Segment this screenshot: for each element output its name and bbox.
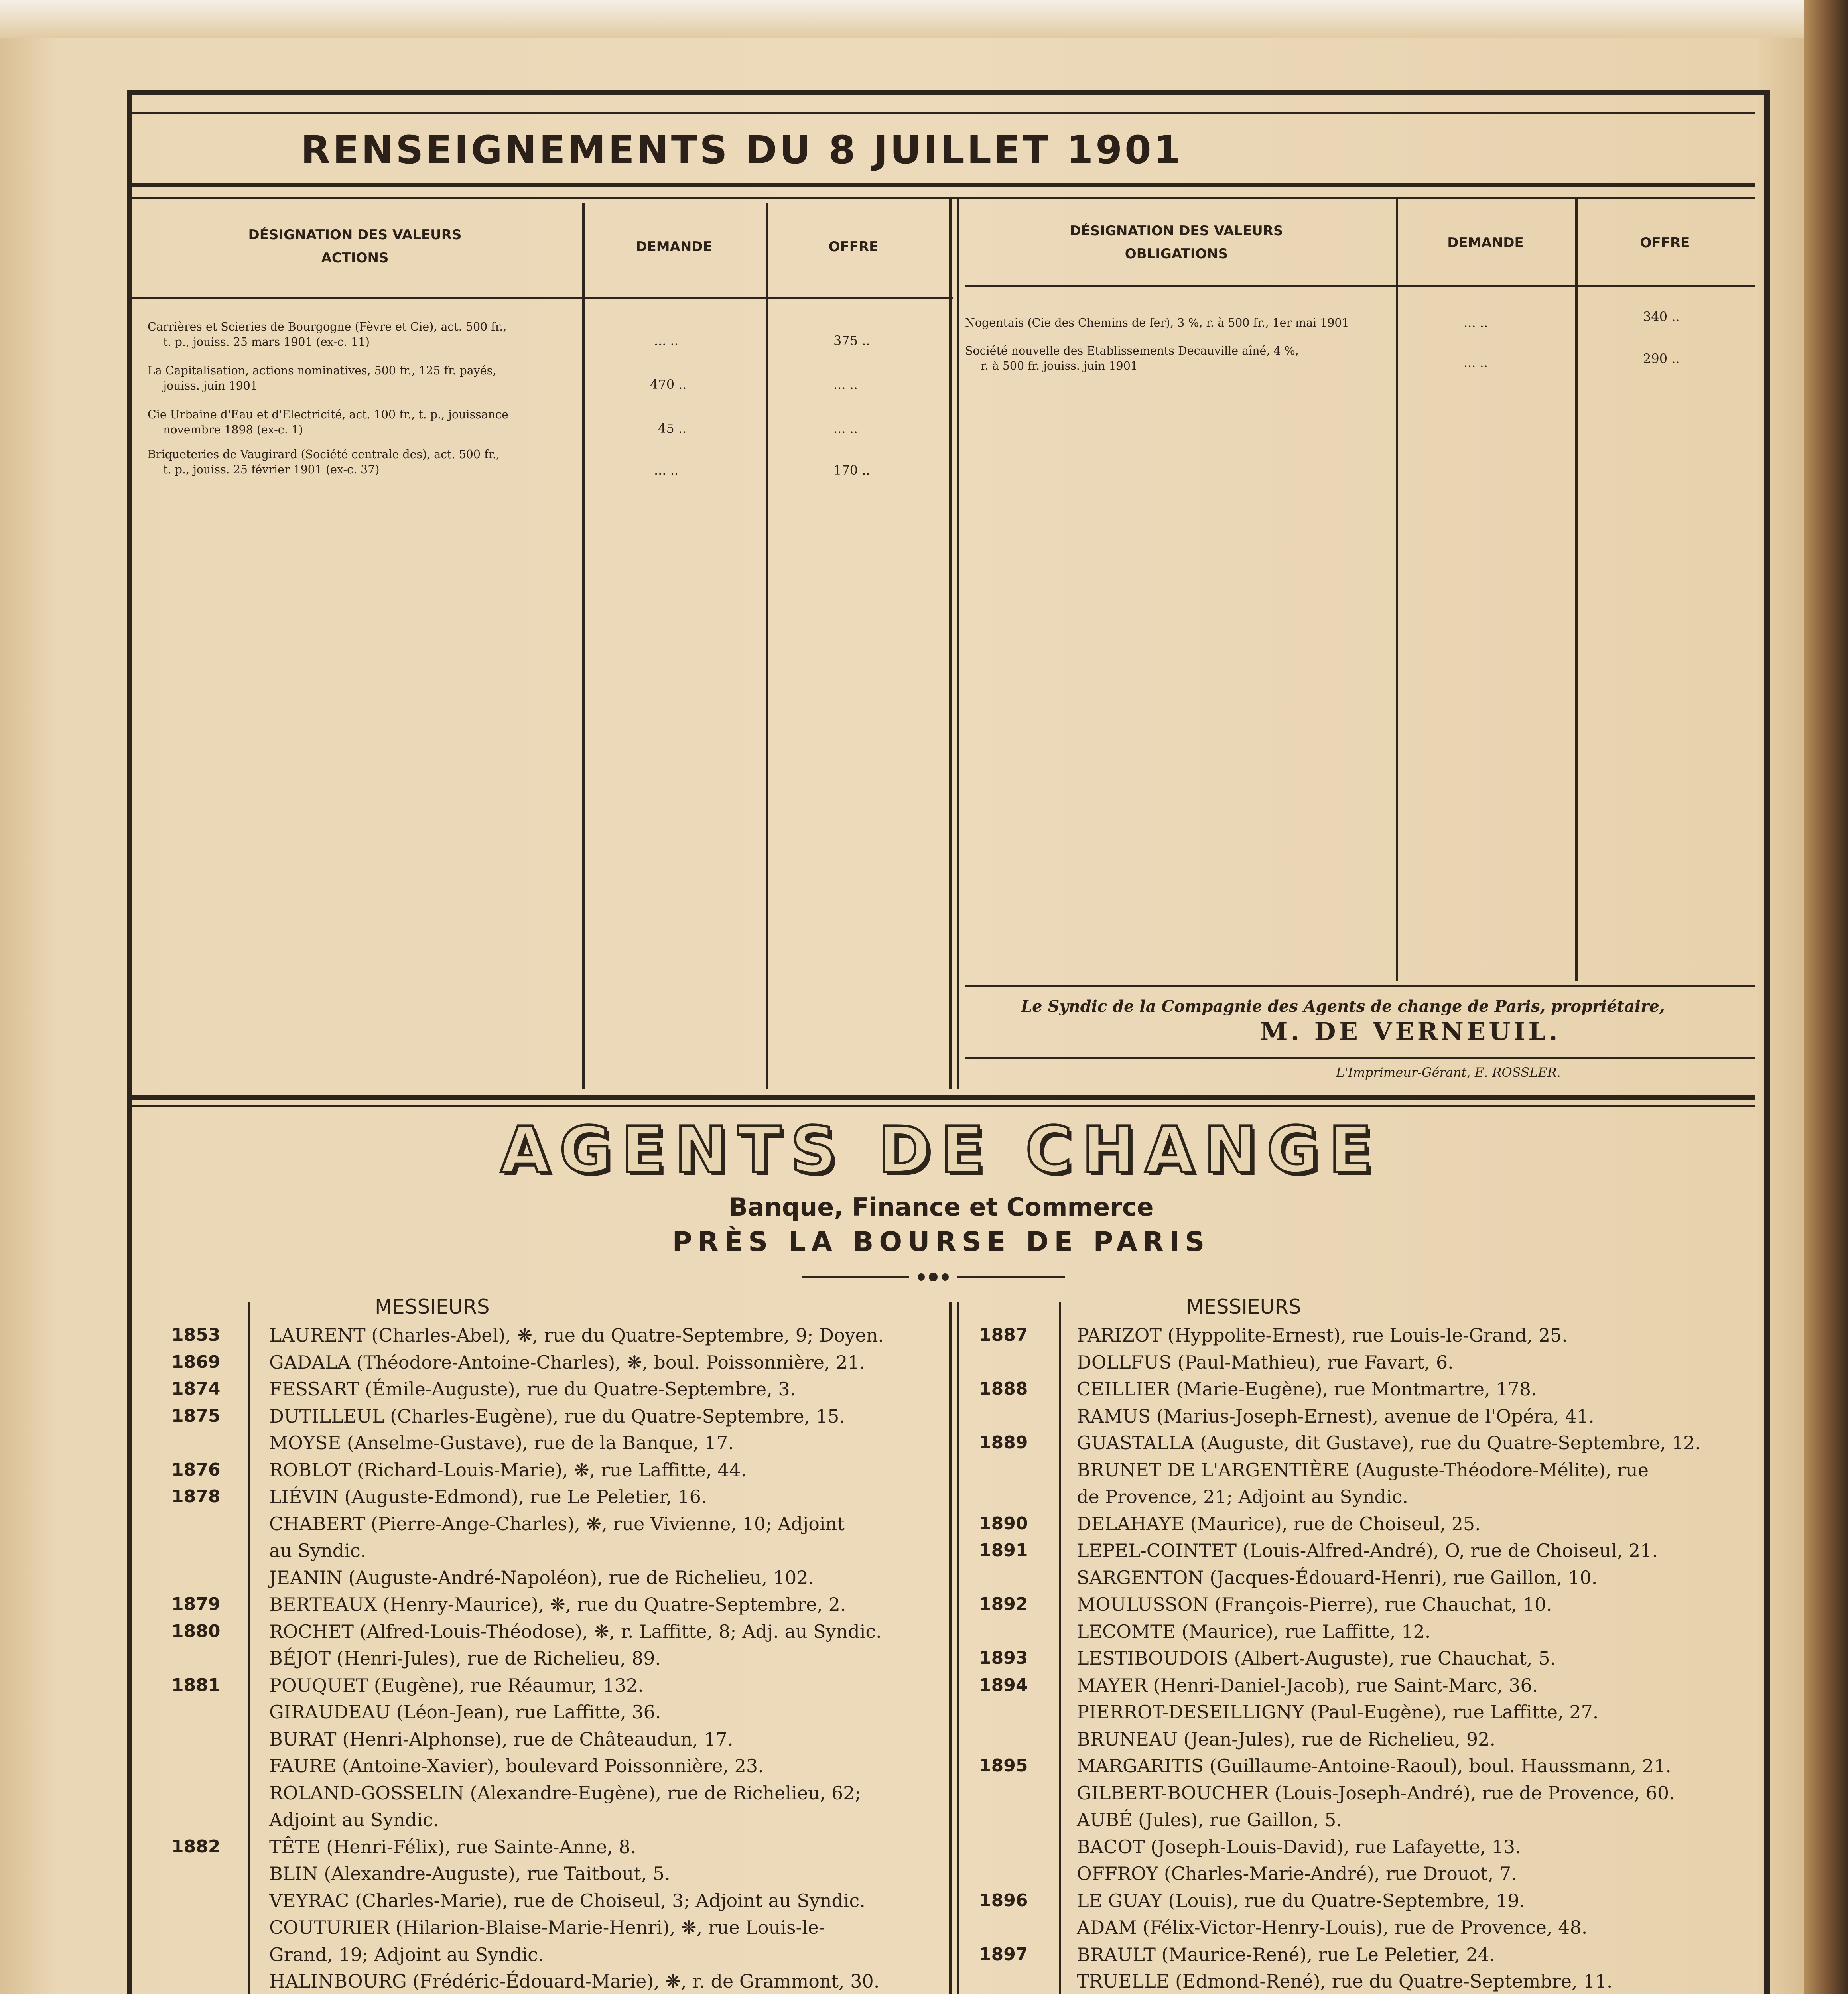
left-demande-header: DEMANDE: [636, 239, 712, 255]
agent-year: 1890: [979, 1513, 1028, 1534]
page-top-edge: [0, 0, 1848, 38]
agent-year: 1893: [979, 1648, 1028, 1668]
right-designation-header: [957, 219, 1396, 266]
rule: [132, 183, 1755, 187]
row-description: Cie Urbaine d'Eau et d'Electricité, act. 100 fr., t. p., jouissance: [148, 408, 508, 421]
right-offre-header: OFFRE: [1640, 235, 1690, 251]
agent-year: 1879: [171, 1594, 221, 1614]
column-divider: [1575, 199, 1578, 981]
agent-year: 1882: [171, 1836, 221, 1857]
agent-text: MOULUSSON (François-Pierre), rue Chauchat, 10.: [1077, 1594, 1552, 1615]
center-divider: [949, 1302, 952, 1994]
table-row: [148, 407, 578, 437]
agent-text: ADAM (Félix-Victor-Henry-Louis), rue de Provence, 48.: [1077, 1917, 1588, 1938]
right-demande-header: DEMANDE: [1447, 235, 1524, 251]
rule: [965, 285, 1755, 287]
agent-text: POUQUET (Eugène), rue Réaumur, 132.: [269, 1674, 644, 1696]
agent-text: LE GUAY (Louis), rue du Quatre-Septembre, 19.: [1077, 1890, 1525, 1911]
agent-text: ROLAND-GOSSELIN (Alexandre-Eugène), rue de Richelieu, 62;: [269, 1782, 861, 1804]
agent-text: GILBERT-BOUCHER (Louis-Joseph-André), rue de Provence, 60.: [1077, 1782, 1675, 1804]
demande-value: ... ..: [1464, 355, 1488, 370]
rule: [132, 297, 953, 299]
agent-year: 1897: [979, 1944, 1028, 1964]
table-row: [965, 343, 1396, 373]
row-description-cont: t. p., jouiss. 25 février 1901 (ex-c. 37): [163, 463, 380, 476]
column-divider: [949, 199, 952, 1089]
rule: [965, 1057, 1755, 1059]
agent-year: 1896: [979, 1890, 1028, 1911]
agent-text: MOYSE (Anselme-Gustave), rue de la Banque, 17.: [269, 1432, 734, 1454]
agent-year: 1892: [979, 1594, 1028, 1614]
row-description-cont: t. p., jouiss. 25 mars 1901 (ex-c. 11): [163, 335, 370, 349]
table-row: [148, 447, 578, 477]
agent-text: CEILLIER (Marie-Eugène), rue Montmartre, 178.: [1077, 1378, 1537, 1400]
agent-year: 1889: [979, 1432, 1028, 1453]
agent-year: 1880: [171, 1621, 221, 1641]
agent-year: 1874: [171, 1379, 221, 1399]
table-row: [148, 363, 578, 393]
year-column-divider: [1059, 1302, 1061, 1994]
agent-text: TÊTE (Henri-Félix), rue Sainte-Anne, 8.: [269, 1836, 636, 1858]
agent-text: OFFROY (Charles-Marie-André), rue Drouot, 7.: [1077, 1863, 1517, 1884]
table-row: [148, 319, 578, 349]
agent-text: LAURENT (Charles-Abel), ❋, rue du Quatre-Septembre, 9; Doyen.: [269, 1324, 884, 1346]
row-description: Société nouvelle des Etablissements Decauville aîné, 4 %,: [965, 344, 1299, 357]
agent-text: PARIZOT (Hyppolite-Ernest), rue Louis-le-Grand, 25.: [1077, 1324, 1568, 1346]
page-title: RENSEIGNEMENTS DU 8 JUILLET 1901: [301, 128, 1183, 172]
agent-text: COUTURIER (Hilarion-Blaise-Marie-Henri), ❋, rue Louis-le-: [269, 1917, 825, 1938]
agent-text: JEANIN (Auguste-André-Napoléon), rue de Richelieu, 102.: [269, 1566, 814, 1588]
demande-value: 470 ..: [650, 377, 687, 392]
agent-text: FESSART (Émile-Auguste), rue du Quatre-Septembre, 3.: [269, 1378, 796, 1400]
agent-year: 1869: [171, 1352, 221, 1372]
ornament-divider: [802, 1272, 1065, 1282]
column-divider: [766, 203, 768, 1089]
agent-year: 1853: [171, 1325, 221, 1345]
row-description: La Capitalisation, actions nominatives, 500 fr., 125 fr. payés,: [148, 364, 496, 377]
offre-value: ... ..: [833, 377, 858, 392]
agent-text: BÉJOT (Henri-Jules), rue de Richelieu, 89.: [269, 1647, 661, 1669]
agent-text: DELAHAYE (Maurice), rue de Choiseul, 25.: [1077, 1513, 1481, 1535]
messieurs-heading: MESSIEURS: [1186, 1295, 1301, 1318]
agents-banner: AGENTS DE CHANGE: [500, 1113, 1382, 1187]
agent-text: Adjoint au Syndic.: [269, 1809, 439, 1830]
center-divider: [957, 1302, 959, 1994]
agent-text: FAURE (Antoine-Xavier), boulevard Poissonnière, 23.: [269, 1755, 764, 1777]
agent-text: de Provence, 21; Adjoint au Syndic.: [1077, 1486, 1409, 1507]
agent-text: BRUNEAU (Jean-Jules), rue de Richelieu, 92.: [1077, 1728, 1496, 1750]
agent-text: VEYRAC (Charles-Marie), rue de Choiseul, 3; Adjoint au Syndic.: [269, 1890, 865, 1911]
rule: [132, 1105, 1755, 1107]
agent-year: 1894: [979, 1675, 1028, 1695]
agent-text: DOLLFUS (Paul-Mathieu), rue Favart, 6.: [1077, 1351, 1454, 1373]
agent-text: LIÉVIN (Auguste-Edmond), rue Le Peletier, 16.: [269, 1486, 707, 1507]
agent-year: 1876: [171, 1459, 221, 1480]
agent-text: BRUNET DE L'ARGENTIÈRE (Auguste-Théodore-Mélite), rue: [1077, 1459, 1649, 1481]
agent-text: MARGARITIS (Guillaume-Antoine-Raoul), boul. Haussmann, 21.: [1077, 1755, 1671, 1777]
agents-subtitle-2: PRÈS LA BOURSE DE PARIS: [672, 1226, 1210, 1258]
rule: [132, 197, 1755, 199]
agent-text: LESTIBOUDOIS (Albert-Auguste), rue Chauchat, 5.: [1077, 1647, 1556, 1669]
agent-text: SARGENTON (Jacques-Édouard-Henri), rue Gaillon, 10.: [1077, 1566, 1598, 1588]
left-offre-header: OFFRE: [828, 239, 879, 255]
row-description: Briqueteries de Vaugirard (Société centrale des), act. 500 fr.,: [148, 447, 500, 461]
binding-spine: [1804, 0, 1848, 1994]
rule: [965, 985, 1755, 987]
demande-value: ... ..: [1464, 315, 1488, 330]
offre-value: 170 ..: [833, 463, 870, 478]
agent-text: TRUELLE (Edmond-René), rue du Quatre-Septembre, 11.: [1077, 1970, 1613, 1992]
agent-text: GADALA (Théodore-Antoine-Charles), ❋, boul. Poissonnière, 21.: [269, 1351, 865, 1373]
demande-value: 45 ..: [658, 421, 687, 436]
agent-text: Grand, 19; Adjoint au Syndic.: [269, 1943, 544, 1965]
printer-credit: L'Imprimeur-Gérant, E. ROSSLER.: [1336, 1065, 1561, 1080]
demande-value: ... ..: [654, 463, 679, 478]
rule: [132, 1095, 1755, 1100]
agent-year: 1878: [171, 1486, 221, 1507]
messieurs-heading: MESSIEURS: [375, 1295, 490, 1318]
table-row: [965, 315, 1396, 330]
agent-year: 1888: [979, 1379, 1028, 1399]
agent-text: LECOMTE (Maurice), rue Laffitte, 12.: [1077, 1620, 1431, 1642]
agent-text: BRAULT (Maurice-René), rue Le Peletier, 24.: [1077, 1943, 1495, 1965]
agent-year: 1891: [979, 1540, 1028, 1561]
row-description-cont: r. à 500 fr. jouiss. juin 1901: [981, 359, 1138, 372]
agent-year: 1895: [979, 1756, 1028, 1776]
agent-text: ROBLOT (Richard-Louis-Marie), ❋, rue Laffitte, 44.: [269, 1459, 747, 1481]
offre-value: 340 ..: [1643, 309, 1680, 324]
offre-value: ... ..: [833, 421, 858, 436]
agent-year: 1887: [979, 1325, 1028, 1345]
obligations-label: OBLIGATIONS: [1125, 246, 1228, 262]
offre-value: 375 ..: [833, 333, 870, 348]
row-description-cont: novembre 1898 (ex-c. 1): [163, 423, 303, 436]
agent-year: 1875: [171, 1405, 221, 1426]
agent-text: GUASTALLA (Auguste, dit Gustave), rue du Quatre-Septembre, 12.: [1077, 1432, 1701, 1454]
rule: [132, 112, 1755, 114]
designation-label: DÉSIGNATION DES VALEURS: [248, 227, 462, 243]
row-description-cont: jouiss. juin 1901: [163, 379, 258, 392]
agent-text: BACOT (Joseph-Louis-David), rue Lafayette, 13.: [1077, 1836, 1521, 1858]
agent-text: GIRAUDEAU (Léon-Jean), rue Laffitte, 36.: [269, 1701, 661, 1723]
agent-text: MAYER (Henri-Daniel-Jacob), rue Saint-Marc, 36.: [1077, 1674, 1538, 1696]
signature-name: M. DE VERNEUIL.: [1260, 1017, 1561, 1046]
agent-text: AUBÉ (Jules), rue Gaillon, 5.: [1077, 1809, 1342, 1830]
agent-text: PIERROT-DESEILLIGNY (Paul-Eugène), rue Laffitte, 27.: [1077, 1701, 1599, 1723]
agent-text: DUTILLEUL (Charles-Eugène), rue du Quatre-Septembre, 15.: [269, 1405, 845, 1427]
agent-text: HALINBOURG (Frédéric-Édouard-Marie), ❋, r. de Grammont, 30.: [269, 1970, 880, 1992]
actions-label: ACTIONS: [321, 250, 389, 266]
year-column-divider: [248, 1302, 250, 1994]
agents-subtitle: Banque, Finance et Commerce: [729, 1192, 1154, 1222]
row-description: Carrières et Scieries de Bourgogne (Fèvre et Cie), act. 500 fr.,: [148, 320, 507, 333]
agent-text: BERTEAUX (Henry-Maurice), ❋, rue du Quatre-Septembre, 2.: [269, 1594, 846, 1615]
agent-text: BLIN (Alexandre-Auguste), rue Taitbout, 5.: [269, 1863, 670, 1884]
agent-text: LEPEL-COINTET (Louis-Alfred-André), O, rue de Choiseul, 21.: [1077, 1540, 1658, 1561]
agent-text: ROCHET (Alfred-Louis-Théodose), ❋, r. Laffitte, 8; Adj. au Syndic.: [269, 1620, 882, 1642]
agent-text: RAMUS (Marius-Joseph-Ernest), avenue de l'Opéra, 41.: [1077, 1405, 1594, 1427]
column-divider: [582, 203, 585, 1089]
row-description: Nogentais (Cie des Chemins de fer), 3 %, r. à 500 fr., 1er mai 1901: [965, 316, 1349, 329]
left-designation-header: [136, 223, 574, 270]
agent-year: 1881: [171, 1675, 221, 1695]
column-divider: [1396, 199, 1398, 981]
designation-label: DÉSIGNATION DES VALEURS: [1070, 223, 1283, 239]
agent-text: CHABERT (Pierre-Ange-Charles), ❋, rue Vivienne, 10; Adjoint: [269, 1513, 845, 1535]
signature-note: Le Syndic de la Compagnie des Agents de change de Paris, propriétaire,: [1021, 997, 1665, 1016]
column-divider: [957, 199, 959, 1089]
agent-text: BURAT (Henri-Alphonse), rue de Châteaudun, 17.: [269, 1728, 733, 1750]
offre-value: 290 ..: [1643, 351, 1680, 366]
agent-text: au Syndic.: [269, 1540, 366, 1561]
demande-value: ... ..: [654, 333, 679, 348]
